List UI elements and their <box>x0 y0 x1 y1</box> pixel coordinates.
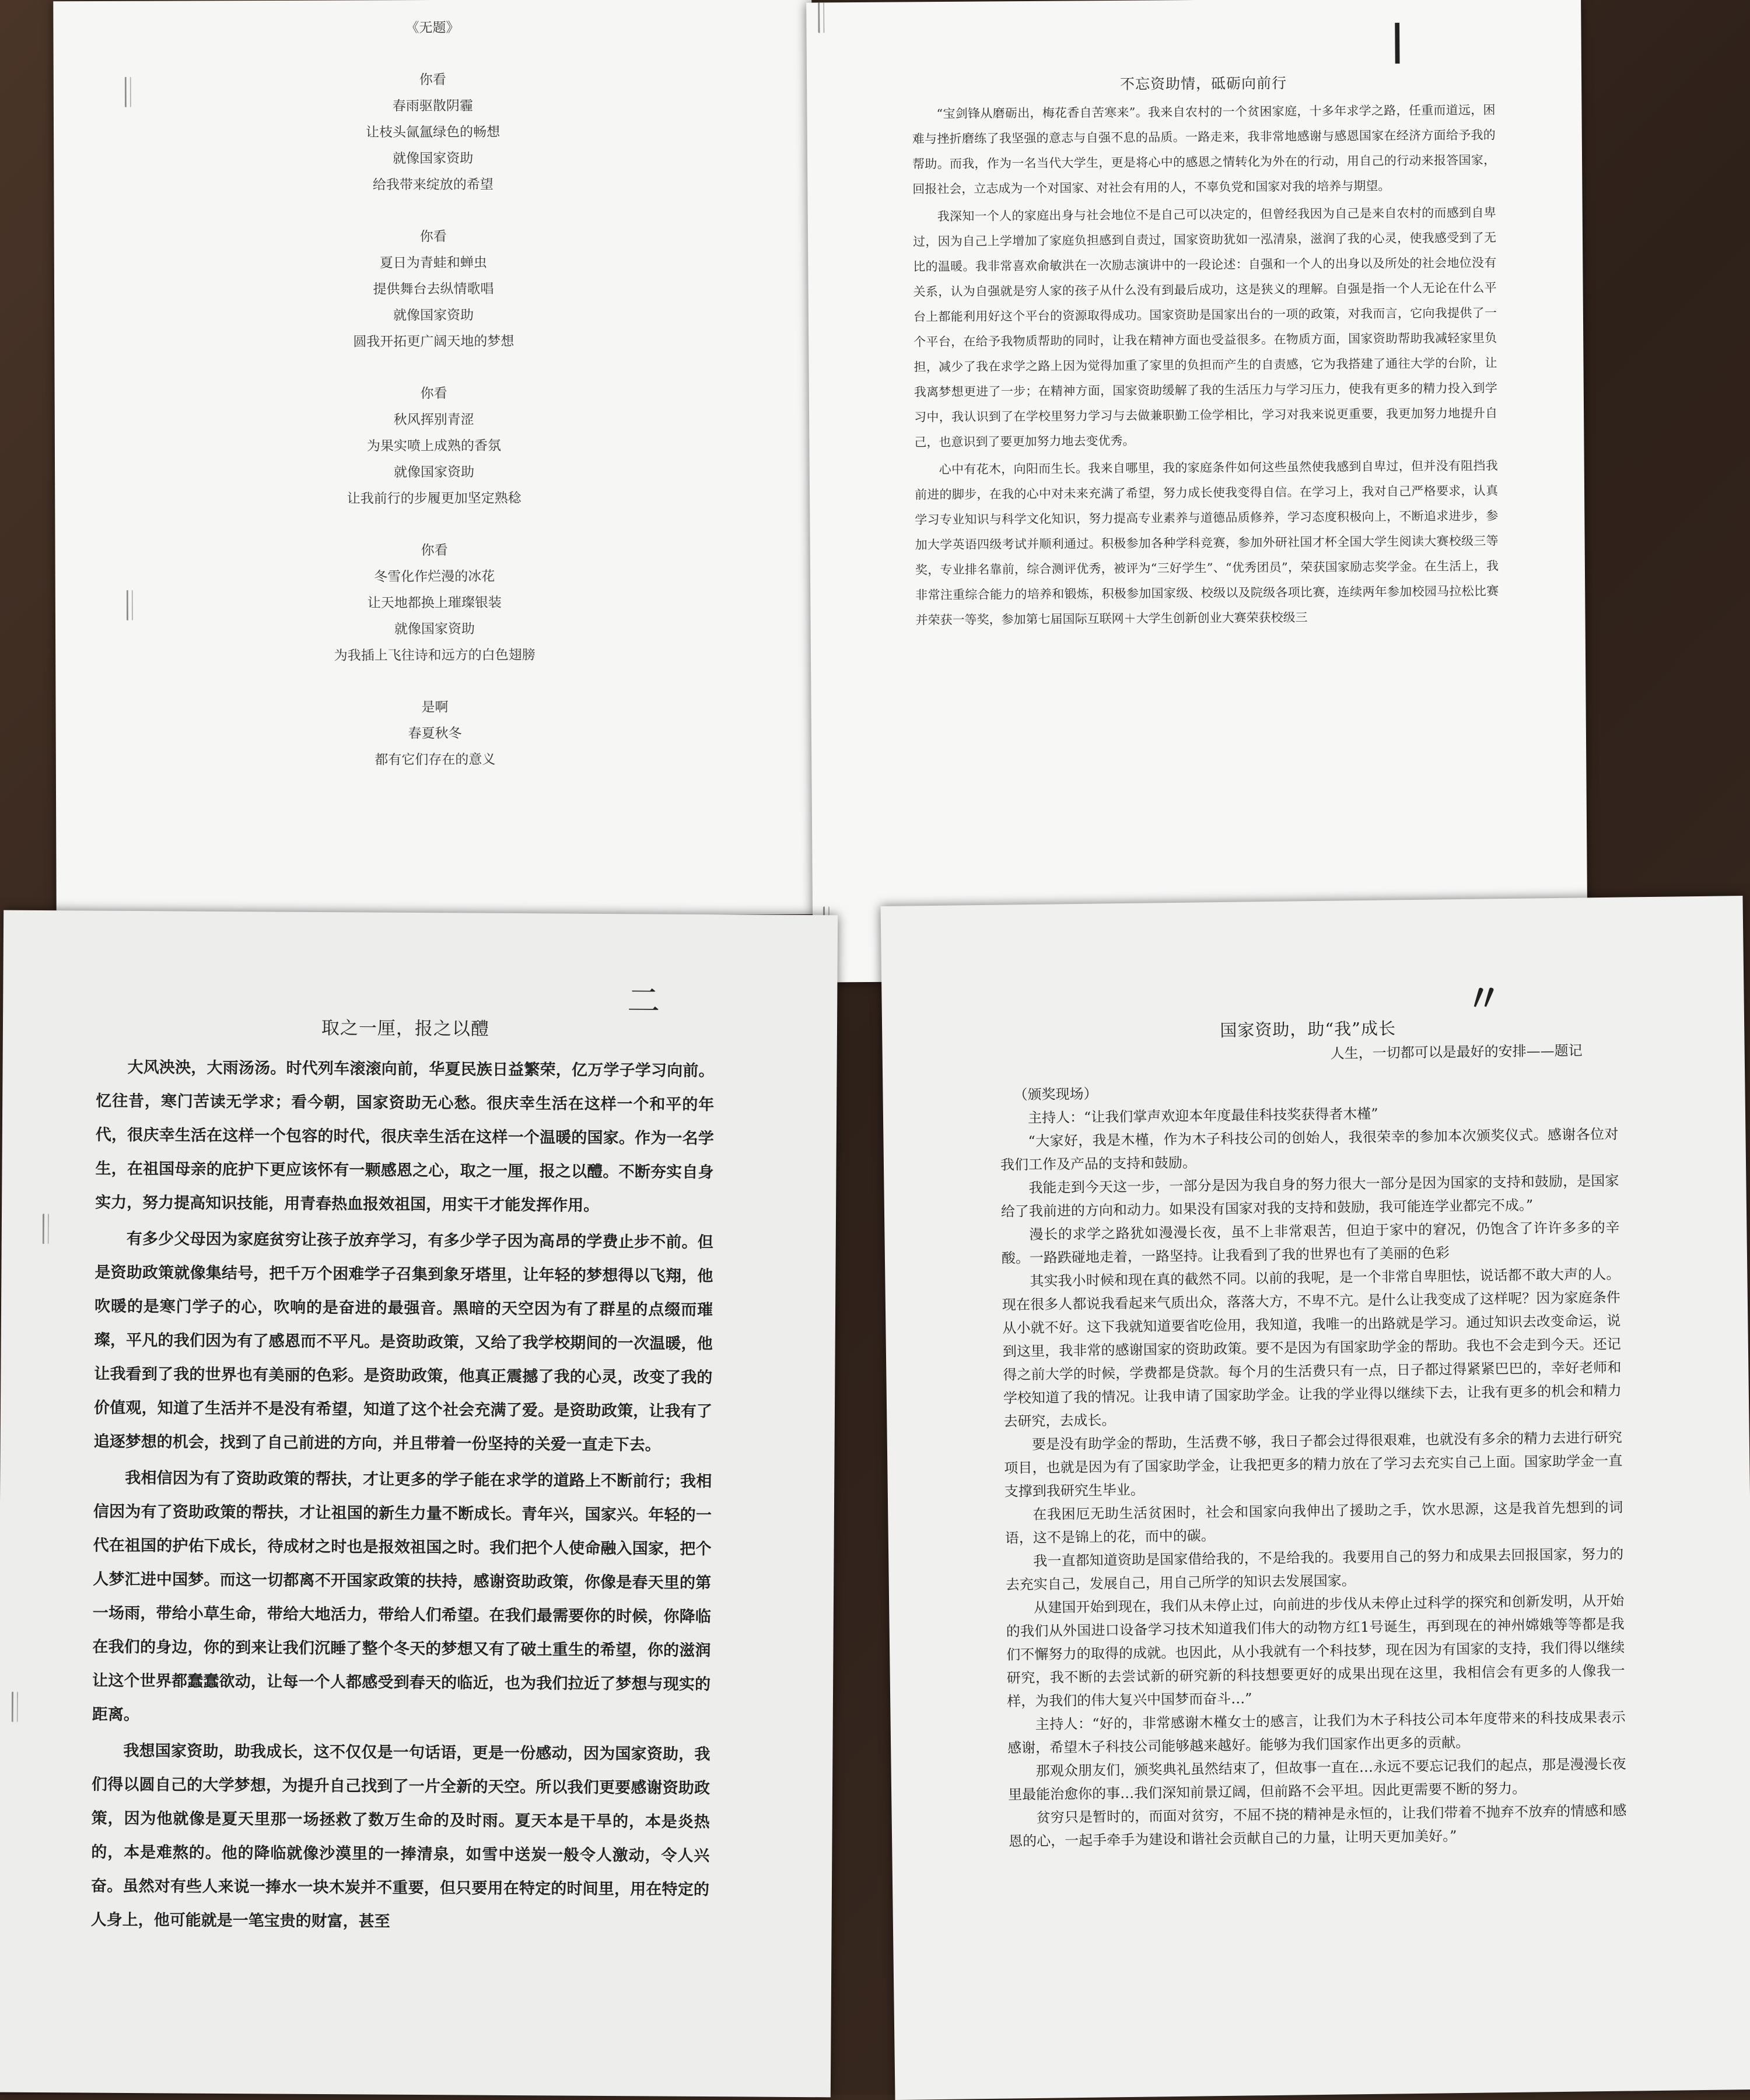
poem-line: 让我前行的步履更加坚定熟稔 <box>346 490 522 507</box>
handwritten-mark: | <box>1390 16 1405 64</box>
essay-body <box>912 69 1499 635</box>
poem-line: 你看 <box>420 385 447 402</box>
essay-paragraph: 有多少父母因为家庭贫穷让孩子放弃学习，有多少学子因为高昂的学费止步不前。但是资助政策就像集结号，把千万个困难学子召集到象牙塔里，让年轻的梦想得以飞翔，他吹暖的是寒门学子的心，吹响的是奋进的最强音。黑暗的天空因为有了群星的点缀而璀璨，平凡的我们因为有了感恩而不平凡。是资助政策，又给了我学校期间的一次温暖，他让我看到了我的世界也有美丽的色彩。是资助政策，他真正震撼了我的心灵，改变了我的价值观，知道了生活并不是没有希望，知道了这个社会充满了爱。是资助政策，让我有了追逐梦想的机会，找到了自己前进的方向，并且带着一份坚持的关爱一直走下去。 <box>93 1229 713 1454</box>
poem-line: 是啊 <box>421 699 449 716</box>
essay-paragraph: 我深知一个人的家庭出身与社会地位不是自己可以决定的，但曾经我因为自己是来自农村的而感到自卑过，因为自己上学增加了家庭负担感到自责过，国家资助犹如一泓清泉，滋润了我的心灵，使我感受到了无比的温暖。我非常喜欢俞敏洪在一次励志演讲中的一段论述：自强和一个人的出身以及所处的社会地位没有关系，认为自强就是穷人家的孩子从什么没有到最后成功，这是狭义的理解。自强是指一个人无论在什么平台上都能利用好这个平台的资源取得成功。国家资助是国家出台的一项的政策，对我而言，它向我提供了一个平台，在给予我物质帮助的同时，让我在精神方面也受益很多。在物质方面，国家资助帮助我减轻家里负担，减少了我在求学之路上因为觉得加重了家里的负担而产生的自责感，它为我搭建了通往大学的台阶，让我离梦想更进了一步；在精神方面，国家资助缓解了我的生活压力与学习压力，使我有更多的精力投入到学习中，我认识到了在学校里努力学习与去做兼职勤工俭学相比，学习对我来说更重要，我更加努力地提升自己，也意识到了要更加努力地去变优秀。 <box>912 205 1498 450</box>
poem-stanza <box>54 66 813 200</box>
poem-line: 就像国家资助 <box>394 621 475 637</box>
essay-body <box>999 1014 1627 1853</box>
poem-stanza <box>55 537 814 671</box>
poem-line: 就像国家资助 <box>394 464 475 481</box>
poem-line: 就像国家资助 <box>393 307 474 324</box>
essay-paragraph: 我能走到今天这一步，一部分是因为我自身的努力很大一部分是因为国家的支持和鼓励，是国家给了我前进的方向和动力。如果没有国家对我的支持和鼓励，我可能连学业都完不成。” <box>1000 1172 1619 1220</box>
poem-title: 《无题》 <box>405 20 460 36</box>
poem-line: 秋风挥别青涩 <box>393 412 474 428</box>
essay-paragraph: 其实我小时候和现在真的截然不同。以前的我呢，是一个非常自卑胆怯，说话都不敢大声的人。现在很多人都说我看起来气质出众，落落大方，不卑不亢。是什么让我变成了这样呢？因为家庭条件从小就不好。这下我就知道要省吃俭用，我知道，我唯一的出路就是学习。通过知识去改变命运，说到这里，我非常的感谢国家的资助政策。要不是因为有国家助学金的帮助。我也不会走到今天。还记得之前大学的时候，学费都是贷款。每个月的生活费只有一点，日子都过得紧紧巴巴的，幸好老师和学校知道了我的情况。让我申请了国家助学金。让我的学业得以继续下去，让我有更多的机会和精力去研究，去成长。 <box>1002 1265 1622 1430</box>
poem-line: 提供舞台去纵情歌唱 <box>373 281 494 297</box>
poem-line: 让枝头氤氲绿色的畅想 <box>366 124 501 141</box>
poem-line: 为我插上飞往诗和远方的白色翅膀 <box>334 647 536 664</box>
poem-line: 圆我开拓更广阔天地的梦想 <box>353 334 514 350</box>
staple <box>12 1692 18 1722</box>
handwritten-mark: 二 <box>627 982 660 1021</box>
essay-subtitle: 人生，一切都可以是最好的安排——题记 <box>1330 1042 1583 1062</box>
poem-stanza <box>55 380 814 514</box>
poem-stanza <box>55 693 814 775</box>
poem-line: 都有它们存在的意义 <box>374 752 496 768</box>
paper-essay-2 <box>0 910 838 2098</box>
essay-paragraph: 我一直都知道资助是国家借给我的，不是给我的。我要用自己的努力和成果去回报国家，努力的去充实自己，发展自己，用自己所学的知识去发展国家。 <box>1005 1545 1624 1593</box>
poem-line: 春夏秋冬 <box>408 725 462 742</box>
poem-line: 春雨驱散阴霾 <box>392 98 473 114</box>
essay-paragraph: 主持人：“好的，非常感谢木槿女士的感言，让我们为木子科技公司本年度带来的科技成果表示感谢，希望木子科技公司能够越来越好。能够为我们国家作出更多的贡献。 <box>1007 1709 1626 1757</box>
poem-line: 给我带来绽放的希望 <box>372 177 494 193</box>
poem-line: 就像国家资助 <box>393 150 474 167</box>
poem-line: 冬雪化作烂漫的冰花 <box>374 569 495 585</box>
poem-line: 你看 <box>421 542 448 559</box>
poem-stanza <box>54 223 813 357</box>
paper-poem <box>53 0 814 917</box>
essay-paragraph: 我想国家资助，助我成长，这不仅仅是一句话语，更是一份感动，因为国家资助，我们得以圆自己的大学梦想，为提升自己找到了一片全新的天空。所以我们更要感谢资助政策，因为他就像是夏天里那一场拯救了数万生命的及时雨。夏天本是干旱的，本是炎热的，本是难熬的。他的降临就像沙漠里的一捧清泉，如雪中送炭一般令人激动，令人兴奋。虽然对有些人来说一捧水一块木炭并不重要，但只要用在特定的时间里，用在特定的人身上，他可能就是一笔宝贵的财富，甚至 <box>90 1741 710 1931</box>
staple <box>818 2 824 33</box>
essay-paragraph: “大家好，我是木槿，作为木子科技公司的创始人，我很荣幸的参加本次颁奖仪式。感谢各位对我们工作及产品的支持和鼓励。 <box>1000 1126 1619 1173</box>
paper-essay-1 <box>806 0 1588 983</box>
poem-line: 夏日为青蛙和蝉虫 <box>379 255 487 271</box>
poem-line: 你看 <box>419 72 446 88</box>
essay-paragraph: 要是没有助学金的帮助，生活费不够，我日子都会过得很艰难，也就没有多余的精力去进行研究项目，也就是因为有了国家助学金，让我把更多的精力放在了学习去充实自己上面。国家助学金一直支撑到我研究生毕业。 <box>1004 1429 1623 1500</box>
essay-paragraph: 在我困厄无助生活贫困时，社会和国家向我伸出了援助之手，饮水思源，这是我首先想到的词语，这不是锦上的花，而中的碳。 <box>1005 1499 1623 1547</box>
poem-body <box>53 14 814 801</box>
staple <box>43 1214 49 1244</box>
essay-paragraph: 大风泱泱，大雨汤汤。时代列车滚滚向前，华夏民族日益繁荣，亿万学子学习向前。忆往昔，寒门苦读无学求；看今朝，国家资助无心愁。很庆幸生活在这样一个和平的年代，很庆幸生活在这样一个包容的时代，很庆幸生活在这样一个温暖的国家。作为一名学生，在祖国母亲的庇护下更应该怀有一颗感恩之心，取之一厘，报之以醴。不断夯实自身实力，努力提高知识技能，用青春热血报效祖国，用实干才能发挥作用。 <box>95 1058 715 1215</box>
essay-title: 国家资助，助“我”成长 <box>1220 1018 1396 1041</box>
essay-paragraph: 从建国开始到现在，我们从未停止过，向前进的步伐从未停止过科学的探究和创新发明，从开始的我们从外国进口设备学习技术知道我们伟大的动物方红1号诞生，再到现在的神州嫦娥等等都是我们不懈努力的取得的成就。也因此，从小我就有一个科技梦，现在因为有国家的支持，我们得以继续研究，我不断的去尝试新的研究新的科技想要更好的成果出现在这里，我相信会有更多的人像我一样，为我们的伟大复兴中国梦而奋斗…” <box>1006 1592 1625 1710</box>
poem-line: 你看 <box>419 229 447 245</box>
essay-paragraph: 贫穷只是暂时的，而面对贫穷，不屈不挠的精神是永恒的，让我们带着不抛弃不放弃的情感和感恩的心，一起手牵手为建设和谐社会贡献自己的力量，让明天更加美好。” <box>1008 1802 1627 1850</box>
essay-paragraph: “宝剑锋从磨砺出，梅花香自苦寒来”。我来自农村的一个贫困家庭，十多年求学之路，任重而道远，困难与挫折磨练了我坚强的意志与自强不息的品质。一路走来，我非常地感谢与感恩国家在经济方面给予我的帮助。而我，作为一名当代大学生，更是将心中的感恩之情转化为外在的行动，用自己的行动来报答国家，回报社会，立志成为一个对国家、对社会有用的人，不辜负党和国家对我的培养与期望。 <box>912 103 1496 197</box>
essay-paragraph: 漫长的求学之路犹如漫漫长夜，虽不上非常艰苦，但迫于家中的窘况，仍饱含了许许多多的辛酸。一路跌碰地走着，一路坚持。让我看到了我的世界也有了美丽的色彩 <box>1001 1219 1620 1267</box>
essay-title: 不忘资助情，砥砺向前行 <box>1120 74 1287 93</box>
essay-paragraph: 主持人：“让我们掌声欢迎本年度最佳科技奖获得者木槿” <box>1027 1105 1378 1127</box>
handwritten-mark: 〃 <box>1465 977 1503 1021</box>
paper-essay-3 <box>881 896 1750 2100</box>
poem-line: 为果实喷上成熟的香氛 <box>366 438 501 454</box>
essay-paragraph: 那观众朋友们，颁奖典礼虽然结束了，但故事一直在…永远不要忘记我们的起点，那是漫漫长夜里最能治愈你的事…我们深知前景辽阔，但前路不会平坦。因此更需要不断的努力。 <box>1008 1755 1626 1803</box>
essay-paragraph: 心中有花木，向阳而生长。我来自哪里，我的家庭条件如何这些虽然使我感到自卑过，但并没有阻挡我前进的脚步，在我的心中对未来充满了希望，努力成长使我变得自信。在学习上，我对自己严格要求，认真学习专业知识与科学文化知识，努力提高专业素养与道德品质修养，学习态度积极向上，不断追求进步，参加大学英语四级考试并顺利通过。积极参加各种学科竞赛，参加外研社国才杯全国大学生阅读大赛校级三等奖，专业排名靠前，综合测评优秀，被评为“三好学生”、“优秀团员”，荣获国家励志奖学金。在生活上，我非常注重综合能力的培养和锻炼，积极参加国家级、校级以及院级各项比赛，连续两年参加校园马拉松比赛并荣获一等奖，参加第七届国际互联网＋大学生创新创业大赛荣获校级三 <box>914 458 1499 627</box>
essay-title: 取之一厘，报之以醴 <box>321 1017 490 1040</box>
essay-body <box>90 1010 715 1943</box>
essay-paragraph: 我相信因为有了资助政策的帮扶，才让更多的学子能在求学的道路上不断前行；我相信因为有了资助政策的帮扶，才让祖国的新生力量不断成长。青年兴，国家兴。年轻的一代在祖国的护佑下成长，待成材之时也是报效祖国之时。我们把个人使命融入国家，把个人梦汇进中国梦。而这一切都离不开国家政策的扶持，感谢资助政策，你像是春天里的第一场雨，带给小草生命，带给大地活力，带给人们希望。在我们最需要你的时候，你降临在我们的身边，你的到来让我们沉睡了整个冬天的梦想又有了破土重生的希望，你的滋润让这个世界都蠢蠢欲动，让每一个人都感受到春天的临近，也为我们拉近了梦想与现实的距离。 <box>92 1468 712 1724</box>
essay-paragraph: （颁奖现场） <box>1013 1085 1098 1103</box>
poem-line: 让天地都换上璀璨银装 <box>367 595 502 611</box>
